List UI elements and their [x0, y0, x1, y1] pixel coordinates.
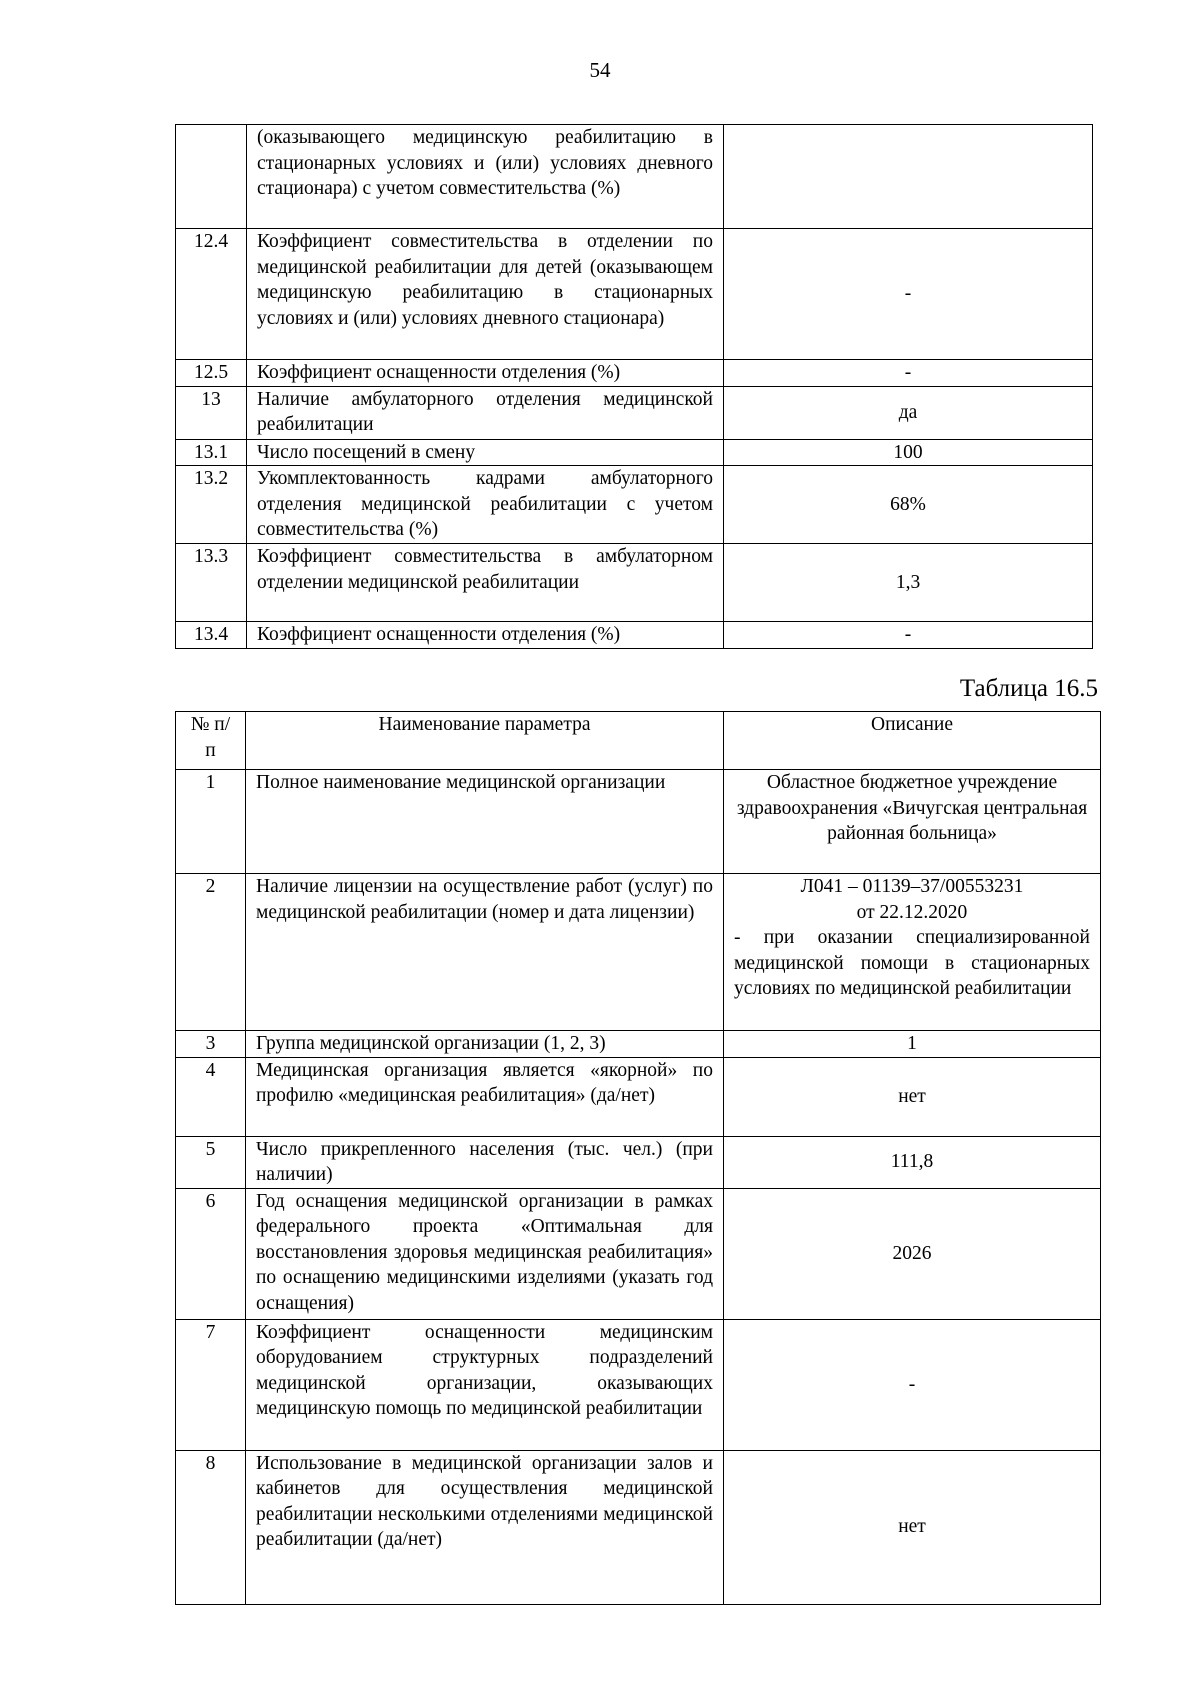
- parameter-name: Использование в медицинской организации залов и кабинетов для осуществления медицинской реабилитации несколькими отделениями медицинской реабилитации (да/нет): [246, 1450, 724, 1604]
- table-row: [176, 544, 1093, 622]
- parameter-value: 100: [724, 439, 1093, 466]
- row-number: 4: [176, 1057, 246, 1136]
- parameter-name: Коэффициент оснащенности медицинским оборудованием структурных подразделений медицинской организации, оказывающих медицинскую помощь по медицинской реабилитации: [246, 1319, 724, 1450]
- header-row: [176, 712, 1101, 770]
- row-number: 1: [176, 770, 246, 874]
- parameter-value: 68%: [724, 466, 1093, 544]
- table-row: [176, 360, 1093, 387]
- row-number: 13.2: [176, 466, 247, 544]
- header-number: № п/п: [176, 712, 246, 770]
- parameter-name: Полное наименование медицинской организации: [246, 770, 724, 874]
- row-number: 5: [176, 1136, 246, 1188]
- parameter-value: 1,3: [724, 544, 1093, 622]
- parameter-value: да: [724, 386, 1093, 439]
- page-number: 54: [589, 58, 611, 82]
- table-row: [176, 466, 1093, 544]
- parameter-name: Укомплектованность кадрами амбулаторного отделения медицинской реабилитации с учетом совместительства (%): [247, 466, 724, 544]
- row-number: 12.4: [176, 229, 247, 360]
- table-row: [176, 439, 1093, 466]
- row-number: 13.3: [176, 544, 247, 622]
- table-row: [176, 622, 1093, 649]
- parameter-value: нет: [724, 1057, 1101, 1136]
- parameter-value: -: [724, 360, 1093, 387]
- parameter-value: Областное бюджетное учреждение здравоохранения «Вичугская центральная районная больница»: [724, 770, 1101, 874]
- table-label: Таблица 16.5: [959, 675, 1098, 702]
- table-row: [176, 386, 1093, 439]
- row-number: 6: [176, 1188, 246, 1319]
- table-row: [176, 125, 1093, 229]
- table-row: [176, 1319, 1101, 1450]
- row-number: 7: [176, 1319, 246, 1450]
- parameter-name: Год оснащения медицинской организации в рамках федерального проекта «Оптимальная для восстановления здоровья медицинская реабилитация» по оснащению медицинскими изделиями (указать год оснащения): [246, 1188, 724, 1319]
- license-cell: [724, 874, 1101, 1031]
- row-number: 13.4: [176, 622, 247, 649]
- parameter-value: -: [724, 622, 1093, 649]
- table-row: [176, 1136, 1101, 1188]
- table-row: [176, 770, 1101, 874]
- parameter-name: Коэффициент совместительства в амбулаторном отделении медицинской реабилитации: [247, 544, 724, 622]
- parameter-name: Число посещений в смену: [247, 439, 724, 466]
- row-number: 8: [176, 1450, 246, 1604]
- parameter-name: (оказывающего медицинскую реабилитацию в стационарных условиях и (или) условиях дневного стационара) с учетом совместительства (%): [247, 125, 724, 229]
- row-number: 13.1: [176, 439, 247, 466]
- parameters-table: [175, 711, 1101, 1605]
- parameter-name: Медицинская организация является «якорной» по профилю «медицинская реабилитация» (да/нет): [246, 1057, 724, 1136]
- license-date: от 22.12.2020: [856, 901, 968, 923]
- header-name: Наименование параметра: [246, 712, 724, 770]
- row-number: 12.5: [176, 360, 247, 387]
- parameter-name: Наличие лицензии на осуществление работ (услуг) по медицинской реабилитации (номер и дата лицензии): [246, 874, 724, 1031]
- parameter-value: 1: [724, 1031, 1101, 1058]
- parameter-name: Число прикрепленного населения (тыс. чел.) (при наличии): [246, 1136, 724, 1188]
- header-description: Описание: [724, 712, 1101, 770]
- table-row: [176, 1031, 1101, 1058]
- table-row: [176, 229, 1093, 360]
- row-number: [176, 125, 247, 229]
- row-number: 2: [176, 874, 246, 1031]
- license-scope: - при оказании специализированной медицинской помощи в стационарных условиях по медицинской реабилитации: [734, 927, 1090, 999]
- parameter-name: Коэффициент совместительства в отделении по медицинской реабилитации для детей (оказывающем медицинскую реабилитацию в стационарных условиях и (или) условиях дневного стационара): [247, 229, 724, 360]
- table-row: [176, 874, 1101, 1031]
- parameter-name: Наличие амбулаторного отделения медицинской реабилитации: [247, 386, 724, 439]
- parameter-value: 2026: [724, 1188, 1101, 1319]
- table-row: [176, 1057, 1101, 1136]
- row-number: 3: [176, 1031, 246, 1058]
- parameter-name: Группа медицинской организации (1, 2, 3): [246, 1031, 724, 1058]
- table-row: [176, 1188, 1101, 1319]
- parameter-name: Коэффициент оснащенности отделения (%): [247, 622, 724, 649]
- parameter-value: 111,8: [724, 1136, 1101, 1188]
- parameter-name: Коэффициент оснащенности отделения (%): [247, 360, 724, 387]
- parameter-value: нет: [724, 1450, 1101, 1604]
- continuation-table: [175, 124, 1093, 649]
- license-number: Л041 – 01139–37/00553231: [800, 876, 1024, 897]
- row-number: 13: [176, 386, 247, 439]
- parameter-value: -: [724, 1319, 1101, 1450]
- parameter-value: -: [724, 229, 1093, 360]
- table-row: [176, 1450, 1101, 1604]
- parameter-value: [724, 125, 1093, 229]
